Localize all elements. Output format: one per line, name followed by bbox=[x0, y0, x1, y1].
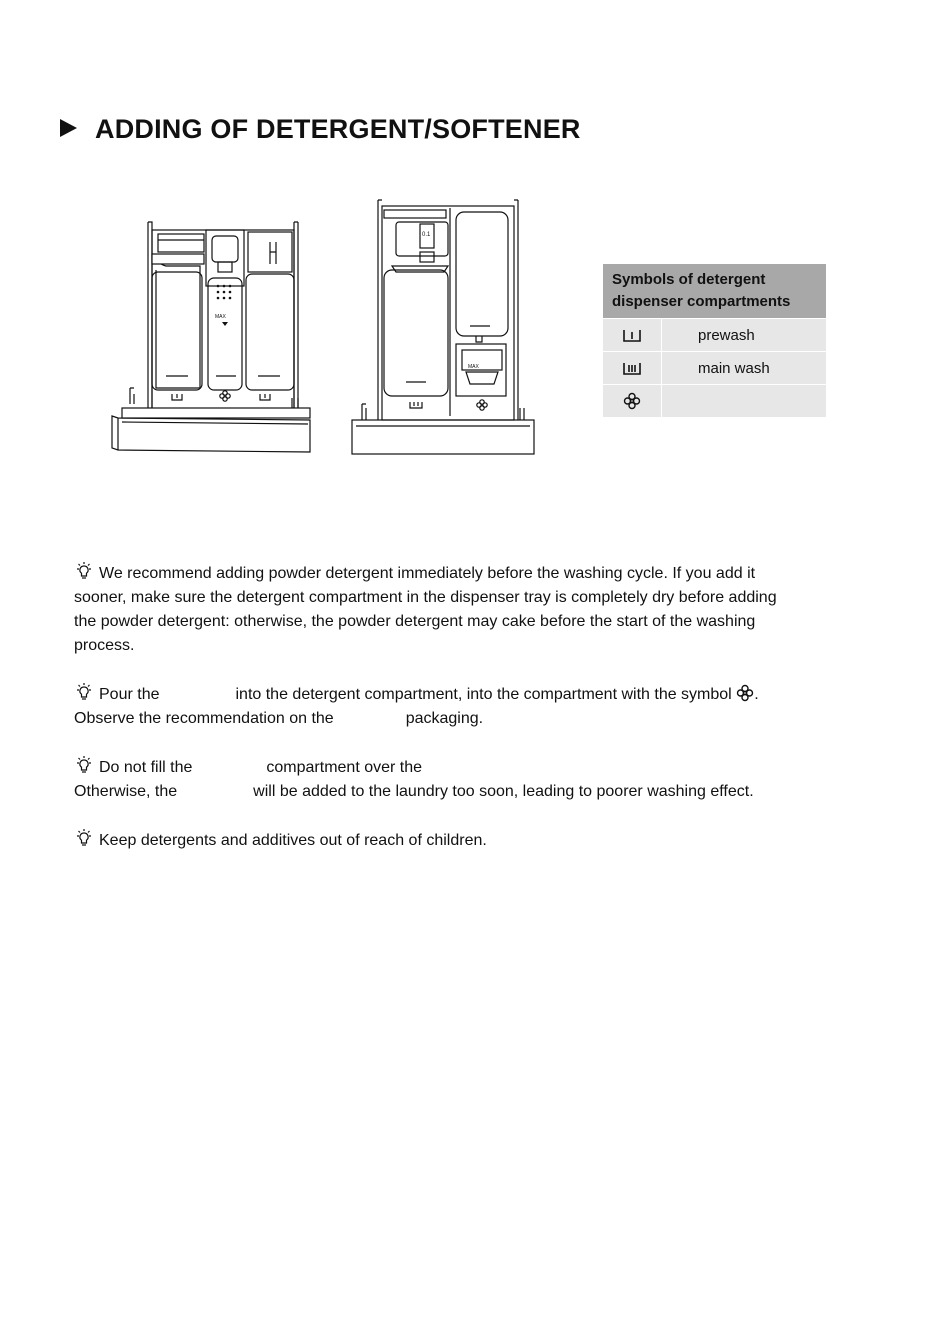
page-title bbox=[60, 114, 581, 145]
symbols-table bbox=[603, 264, 826, 417]
page-title-text: ADDING OF DETERGENT/SOFTENER bbox=[95, 114, 581, 144]
max-mark-a: MAX bbox=[215, 314, 226, 320]
prewash-icon bbox=[603, 319, 662, 352]
symbols-heading-line1: Symbols of detergent bbox=[612, 271, 766, 288]
max-mark-b: MAX bbox=[468, 364, 479, 370]
lightbulb-icon bbox=[74, 561, 94, 581]
p2-line2-part2: packaging. bbox=[405, 710, 484, 727]
lightbulb-icon bbox=[74, 682, 94, 702]
p1-line3: the powder detergent: otherwise, the powder detergent may cake before the start of the washing bbox=[74, 613, 756, 630]
dispenser-drawer-illustration-b bbox=[348, 194, 536, 456]
main-wash-icon bbox=[603, 352, 662, 385]
p4-text: Keep detergents and additives out of reach of children. bbox=[99, 832, 487, 849]
instruction-paragraph-1 bbox=[74, 561, 864, 658]
p3-part2: compartment over the bbox=[266, 759, 423, 776]
symbols-heading-line2: dispenser compartments bbox=[612, 293, 791, 310]
symbols-table-heading bbox=[603, 264, 826, 319]
table-row bbox=[603, 319, 826, 352]
p2-part2: into the detergent compartment, into the compartment with the symbol bbox=[235, 686, 732, 703]
table-row bbox=[603, 352, 826, 385]
softener-icon bbox=[736, 684, 754, 702]
p1-line1: We recommend adding powder detergent immediately before the washing cycle. If you add it bbox=[99, 565, 756, 582]
instructions bbox=[74, 561, 864, 877]
p3-line2-part1: Otherwise, the bbox=[74, 783, 178, 800]
p1-line2: sooner, make sure the detergent compartment in the dispenser tray is completely dry before adding bbox=[74, 589, 777, 606]
symbol-label-softener bbox=[662, 385, 827, 418]
instruction-paragraph-3 bbox=[74, 755, 864, 804]
table-row bbox=[603, 385, 826, 418]
symbol-label-prewash: prewash bbox=[662, 319, 827, 352]
right-triangle-icon bbox=[60, 119, 77, 137]
symbols-table-header bbox=[603, 264, 826, 319]
svg-text:0.1: 0.1 bbox=[422, 232, 431, 238]
p2-part1: Pour the bbox=[99, 686, 160, 703]
instruction-paragraph-2 bbox=[74, 682, 864, 731]
p3-part1: Do not fill the bbox=[99, 759, 193, 776]
instruction-paragraph-4 bbox=[74, 828, 864, 853]
dispenser-drawer-illustration-a bbox=[108, 218, 312, 454]
softener-icon bbox=[603, 385, 662, 418]
lightbulb-icon bbox=[74, 755, 94, 775]
p1-line4: process. bbox=[74, 637, 135, 654]
p2-line2-part1: Observe the recommendation on the bbox=[74, 710, 334, 727]
p3-line2-part2: will be added to the laundry too soon, leading to poorer washing effect. bbox=[253, 783, 754, 800]
symbol-label-main-wash: main wash bbox=[662, 352, 827, 385]
p2-part3: . bbox=[754, 686, 759, 703]
lightbulb-icon bbox=[74, 828, 94, 848]
